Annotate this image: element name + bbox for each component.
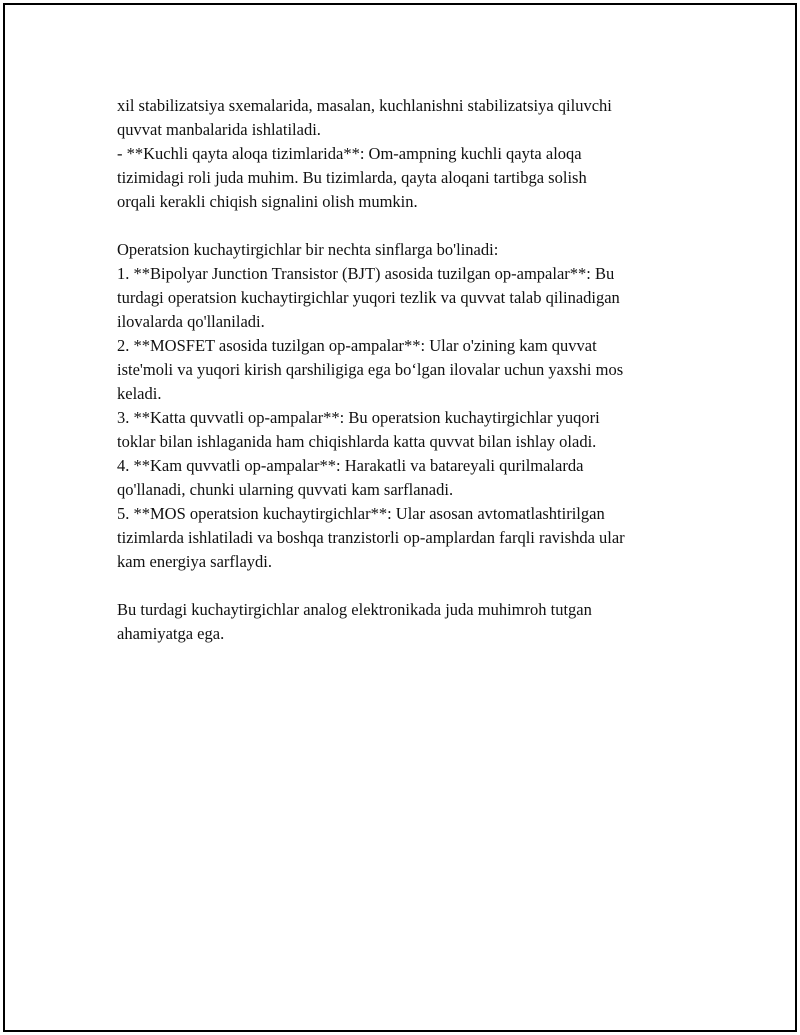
text-line: 1. **Bipolyar Junction Transistor (BJT) asosida tuzilgan op-ampalar**: Bu xyxy=(117,264,615,283)
text-line: ilovalarda qo'llaniladi. xyxy=(117,312,265,331)
text-line: Bu turdagi kuchaytirgichlar analog elektronikada juda muhimroh tutgan xyxy=(117,600,592,619)
text-line: 2. **MOSFET asosida tuzilgan op-ampalar**: Ular o'zining kam quvvat xyxy=(117,336,597,355)
text-line: tizimidagi roli juda muhim. Bu tizimlarda, qayta aloqani tartibga solish xyxy=(117,168,587,187)
text-line: - **Kuchli qayta aloqa tizimlarida**: Om-ampning kuchli qayta aloqa xyxy=(117,144,582,163)
text-line: Operatsion kuchaytirgichlar bir nechta sinflarga bo'linadi: xyxy=(117,240,499,259)
text-line: orqali kerakli chiqish signalini olish mumkin. xyxy=(117,192,418,211)
text-line: xil stabilizatsiya sxemalarida, masalan, kuchlanishni stabilizatsiya qiluvchi xyxy=(117,96,612,115)
text-line: 4. **Kam quvvatli op-ampalar**: Harakatli va batareyali qurilmalarda xyxy=(117,456,584,475)
text-line: qo'llanadi, chunki ularning quvvati kam sarflanadi. xyxy=(117,480,454,499)
paragraph-gap xyxy=(117,214,692,238)
text-line: toklar bilan ishlaganida ham chiqishlarda katta quvvat bilan ishlay oladi. xyxy=(117,432,597,451)
text-line: ahamiyatga ega. xyxy=(117,624,225,643)
text-line: tizimlarda ishlatiladi va boshqa tranzistorli op-amplardan farqli ravishda ular xyxy=(117,528,625,547)
text-line: quvvat manbalarida ishlatiladi. xyxy=(117,120,321,139)
text-line: iste'moli va yuqori kirish qarshiligiga ega bo‘lgan ilovalar uchun yaxshi mos xyxy=(117,360,624,379)
text-line: 5. **MOS operatsion kuchaytirgichlar**: Ular asosan avtomatlashtirilgan xyxy=(117,504,605,523)
document-body xyxy=(117,94,692,646)
text-line: turdagi operatsion kuchaytirgichlar yuqori tezlik va quvvat talab qilinadigan xyxy=(117,288,620,307)
text-line: kam energiya sarflaydi. xyxy=(117,552,273,571)
paragraph-gap xyxy=(117,574,692,598)
text-line: 3. **Katta quvvatli op-ampalar**: Bu operatsion kuchaytirgichlar yuqori xyxy=(117,408,600,427)
text-line: keladi. xyxy=(117,384,162,403)
